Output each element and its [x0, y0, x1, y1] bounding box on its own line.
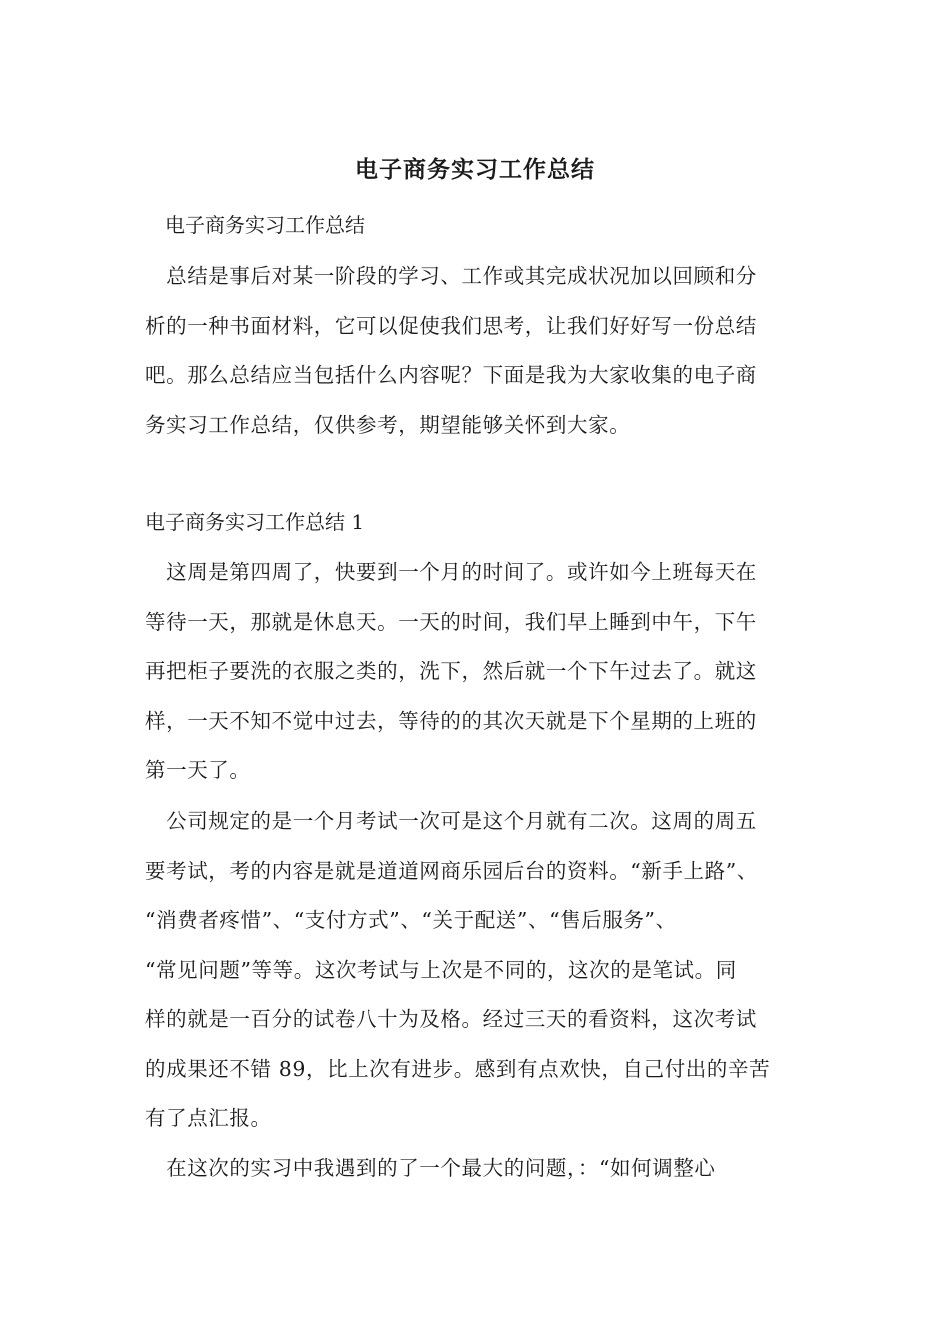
text-line: 析的一种书面材料，它可以促使我们思考，让我们好好写一份总结: [145, 313, 757, 338]
text-line: 等待一天，那就是休息天。一天的时间，我们早上睡到中午，下午: [145, 609, 757, 634]
body-paragraph-1: [145, 548, 810, 796]
document-title: 电子商务实习工作总结: [355, 156, 595, 183]
text-line: “常见问题”等等。这次考试与上次是不同的，这次的是笔试。同: [145, 957, 737, 982]
section-heading: 电子商务实习工作总结 1: [145, 510, 365, 534]
text-line: 再把柜子要洗的衣服之类的，洗下，然后就一个下午过去了。就这: [145, 659, 757, 683]
text-line: 总结是事后对某一阶段的学习、工作或其完成状况加以回顾和分: [145, 264, 757, 288]
text-line: 这周是第四周了，快要到一个月的时间了。或许如今上班每天在: [145, 560, 757, 584]
text-line: 务实习工作总结，仅供参考，期望能够关怀到大家。: [145, 412, 631, 437]
text-line: 第一天了。: [145, 758, 251, 782]
text-line: 样，一天不知不觉中过去，等待的的其次天就是下个星期的上班的: [145, 708, 757, 733]
text-line: 样的就是一百分的试卷八十为及格。经过三天的看资料，这次考试: [145, 1007, 757, 1031]
intro-paragraph: [145, 252, 810, 450]
body-paragraph-3: [145, 1144, 810, 1194]
text-line: 吧。那么总结应当包括什么内容呢？下面是我为大家收集的电子商: [145, 363, 757, 387]
text-line: “消费者疼惜”、“支付方式”、“关于配送”、“售后服务”、: [145, 908, 677, 932]
text-line: 公司规定的是一个月考试一次可是这个月就有二次。这周的周五: [145, 809, 757, 833]
document-subtitle: 电子商务实习工作总结: [165, 213, 365, 237]
text-line: 要考试，考的内容是就是道道网商乐园后台的资料。“新手上路”、: [145, 858, 758, 883]
body-paragraph-2: [145, 797, 810, 1144]
text-line: 在这次的实习中我遇到的了一个最大的问题，：“如何调整心: [145, 1156, 716, 1180]
text-line: 的成果还不错 89，比上次有进步。感到有点欢快，自己付出的辛苦: [145, 1056, 771, 1081]
text-line: 有了点汇报。: [145, 1106, 272, 1130]
